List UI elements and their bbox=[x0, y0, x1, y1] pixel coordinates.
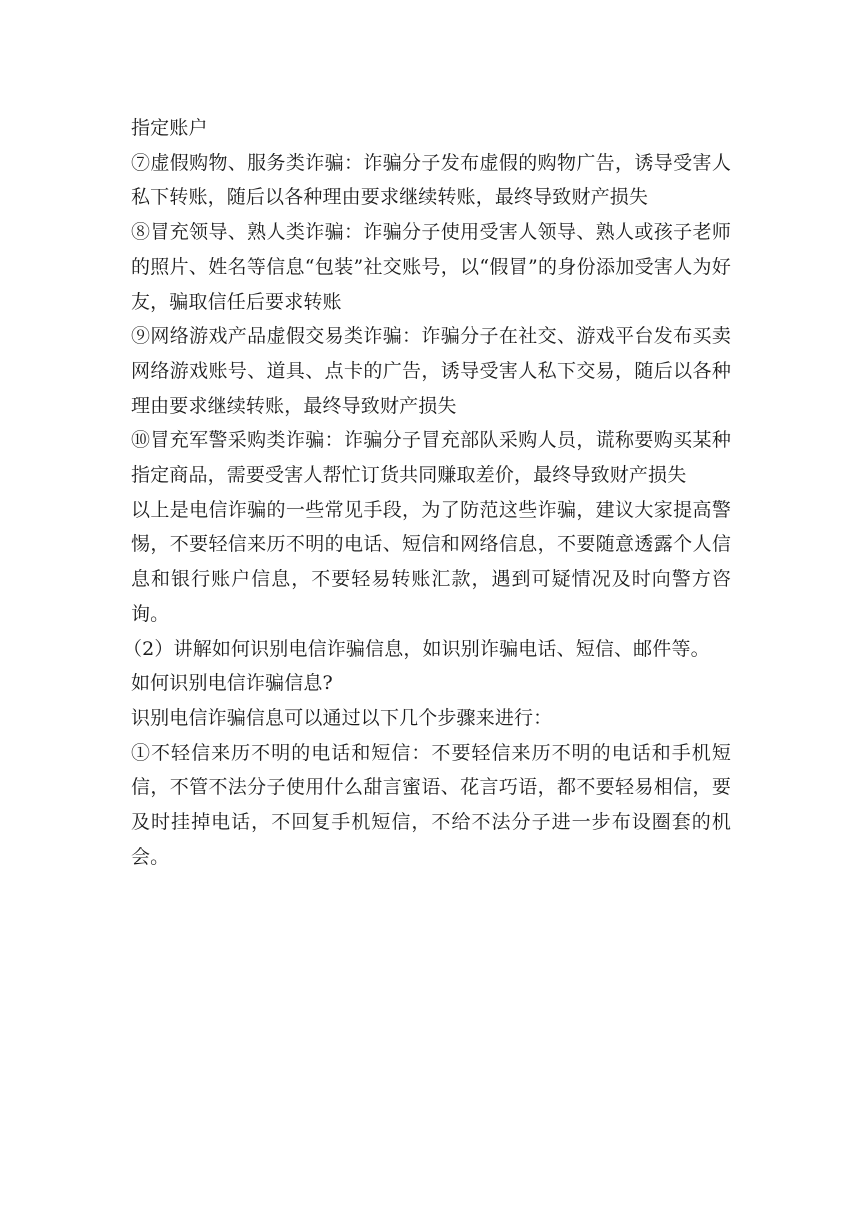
paragraph-item-10: ⑩冒充军警采购类诈骗：诈骗分子冒充部队采购人员，谎称要购买某种指定商品，需要受害人帮忙订货共同赚取差价，最终导致财产损失 bbox=[131, 429, 731, 487]
paragraph-summary: 以上是电信诈骗的一些常见手段，为了防范这些诈骗，建议大家提高警惕，不要轻信来历不明的电话、短信和网络信息，不要随意透露个人信息和银行账户信息，不要轻易转账汇款，遇到可疑情况及时向警方咨询。 bbox=[131, 498, 731, 625]
paragraph-step-1: ①不轻信来历不明的电话和短信：不要轻信来历不明的电话和手机短信，不管不法分子使用什么甜言蜜语、花言巧语，都不要轻易相信，要及时挂掉电话，不回复手机短信，不给不法分子进一步布设圈套的机会。 bbox=[131, 741, 731, 868]
paragraph-item-8: ⑧冒充领导、熟人类诈骗：诈骗分子使用受害人领导、熟人或孩子老师的照片、姓名等信息“包装”社交账号，以“假冒”的身份添加受害人为好友，骗取信任后要求转账 bbox=[131, 221, 731, 313]
paragraph-continuation: 指定账户 bbox=[131, 117, 208, 139]
paragraph-item-7: ⑦虚假购物、服务类诈骗：诈骗分子发布虚假的购物广告，诱导受害人私下转账，随后以各种理由要求继续转账，最终导致财产损失 bbox=[131, 151, 731, 209]
section-heading: （2）讲解如何识别电信诈骗信息，如识别诈骗电话、短信、邮件等。 bbox=[123, 637, 710, 660]
paragraph-item-9: ⑨网络游戏产品虚假交易类诈骗：诈骗分子在社交、游戏平台发布买卖网络游戏账号、道具、点卡的广告，诱导受害人私下交易，随后以各种理由要求继续转账，最终导致财产损失 bbox=[131, 325, 731, 417]
paragraph-intro: 识别电信诈骗信息可以通过以下几个步骤来进行： bbox=[131, 706, 553, 729]
document-body bbox=[123, 111, 731, 874]
question-heading: 如何识别电信诈骗信息? bbox=[131, 672, 333, 695]
